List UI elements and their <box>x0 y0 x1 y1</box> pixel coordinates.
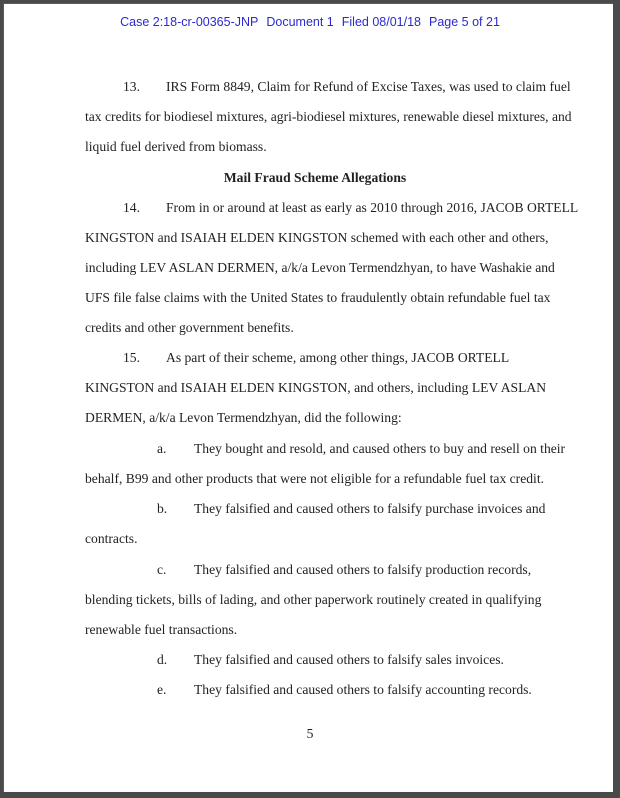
paragraph-number: 13. <box>123 79 140 94</box>
paragraph-14-line-5: credits and other government benefits. <box>85 320 294 335</box>
paragraph-15-line-2: KINGSTON and ISAIAH ELDEN KINGSTON, and others, including LEV ASLAN <box>85 380 547 395</box>
paragraph-15-line-1: 15. As part of their scheme, among other things, JACOB ORTELL <box>85 343 509 374</box>
paragraph-14-line-2: KINGSTON and ISAIAH ELDEN KINGSTON schemed with each other and others, <box>85 230 549 245</box>
item-d-line-1: d. They falsified and caused others to falsify sales invoices. <box>85 645 504 676</box>
item-b-line-1: b. They falsified and caused others to falsify purchase invoices and <box>85 494 545 525</box>
item-letter: e. <box>157 682 167 697</box>
paragraph-14-line-3: including LEV ASLAN DERMEN, a/k/a Levon Termendzhyan, to have Washakie and <box>85 260 555 275</box>
page-count: Page 5 of 21 <box>429 15 500 29</box>
item-e-line-1: e. They falsified and caused others to falsify accounting records. <box>85 675 532 706</box>
item-a-line-1: a. They bought and resold, and caused others to buy and resell on their <box>85 434 565 465</box>
document-number: Document 1 <box>266 15 334 29</box>
document-body <box>85 0 579 798</box>
case-number: Case 2:18-cr-00365-JNP <box>120 15 259 29</box>
item-letter: d. <box>157 652 168 667</box>
paragraph-number: 14. <box>123 200 140 215</box>
paragraph-13-line-2: tax credits for biodiesel mixtures, agri-biodiesel mixtures, renewable diesel mixtures, and <box>85 109 572 124</box>
item-b-line-2: contracts. <box>85 531 138 546</box>
item-letter: c. <box>157 562 167 577</box>
item-letter: b. <box>157 501 168 516</box>
filed-date: Filed 08/01/18 <box>341 15 421 29</box>
item-a-line-2: behalf, B99 and other products that were not eligible for a refundable fuel tax credit. <box>85 471 544 486</box>
section-heading: Mail Fraud Scheme Allegations <box>223 170 407 185</box>
paragraph-13-line-3: liquid fuel derived from biomass. <box>85 139 267 154</box>
item-c-line-1: c. They falsified and caused others to falsify production records, <box>85 555 531 586</box>
item-letter: a. <box>157 441 167 456</box>
page-number: 5 <box>306 726 314 741</box>
paragraph-15-line-3: DERMEN, a/k/a Levon Termendzhyan, did the following: <box>85 410 402 425</box>
paragraph-14-line-1: 14. From in or around at least as early as 2010 through 2016, JACOB ORTELL <box>85 193 578 224</box>
item-c-line-3: renewable fuel transactions. <box>85 622 238 637</box>
paragraph-13-line-1: 13. IRS Form 8849, Claim for Refund of Excise Taxes, was used to claim fuel <box>85 72 571 103</box>
paragraph-number: 15. <box>123 350 140 365</box>
paragraph-14-line-4: UFS file false claims with the United States to fraudulently obtain refundable fuel tax <box>85 290 551 305</box>
item-c-line-2: blending tickets, bills of lading, and other paperwork routinely created in qualifying <box>85 592 542 607</box>
